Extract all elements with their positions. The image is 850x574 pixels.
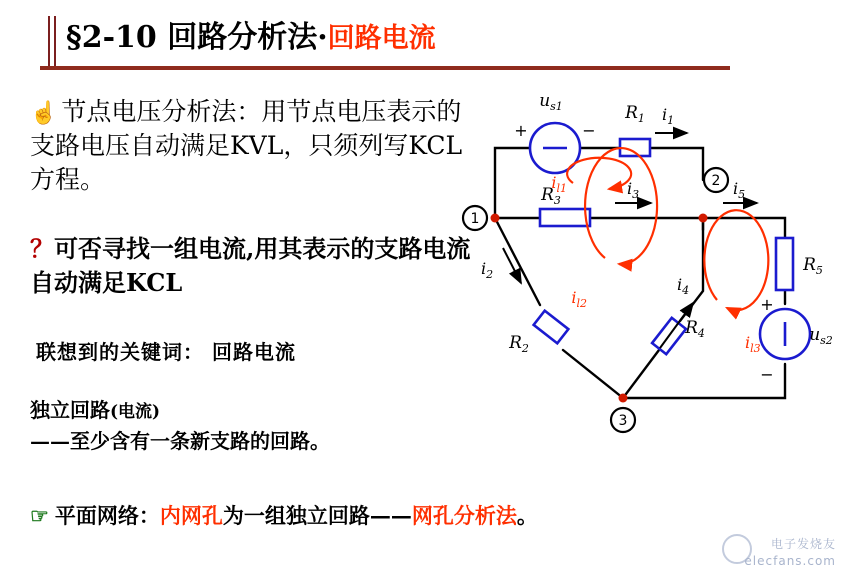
question-mark-icon: ？ xyxy=(30,234,54,263)
node-dot-2 xyxy=(699,214,708,223)
loop-label-il1: $i_{l1}$ xyxy=(551,173,567,195)
paragraph-independent-loop xyxy=(30,395,490,456)
source-us2-plus: + xyxy=(760,295,774,314)
title-main: §2-10 回路分析法· xyxy=(66,20,328,55)
resistor-R2 xyxy=(508,311,568,355)
paragraph-question xyxy=(30,232,480,299)
paragraph-question-text: 可否寻找一组电流,用其表示的支路电流自动满足KCL xyxy=(30,234,471,297)
watermark-line1: 电子发烧友 xyxy=(770,537,836,551)
node-dot-1 xyxy=(491,214,500,223)
loop-current-il1 xyxy=(567,158,631,189)
inner-mesh-label: 内网孔 xyxy=(159,503,223,528)
resistor-R3-label: $R_3$ xyxy=(541,185,561,207)
source-us2-label: $u_{s2}$ xyxy=(809,325,833,347)
independent-loop-subtitle: (电流) xyxy=(110,402,161,422)
independent-loop-definition: ——至少含有一条新支路的回路。 xyxy=(30,428,330,453)
node-label-1: 1 xyxy=(470,211,480,227)
independent-loop-title: 独立回路 xyxy=(30,398,110,422)
loop-label-il2: $i_{l2}$ xyxy=(571,288,587,310)
current-label-i5: $i_5$ xyxy=(733,179,746,201)
source-us2 xyxy=(760,295,833,384)
title-underline xyxy=(40,66,730,70)
resistor-R5 xyxy=(776,238,823,290)
source-us1-plus: + xyxy=(514,121,528,140)
planar-network-mid: 为一组独立回路—— xyxy=(222,503,412,528)
planar-network-end: 。 xyxy=(516,503,538,528)
resistor-R2-label: $R_2$ xyxy=(509,333,529,355)
node-label-3: 3 xyxy=(618,413,628,429)
current-label-i4: $i_4$ xyxy=(677,275,690,297)
title-text xyxy=(66,12,436,56)
watermark-line2: elecfans.com xyxy=(744,554,836,568)
resistor-R1-label: $R_1$ xyxy=(625,103,645,125)
title-accent: 回路电流 xyxy=(327,23,436,54)
source-us1-minus: − xyxy=(582,121,596,140)
hand-right-icon: ☞ xyxy=(30,503,49,528)
resistor-R4-label: $R_4$ xyxy=(685,318,705,340)
source-us2-minus: − xyxy=(760,365,774,384)
loop-current-il3 xyxy=(704,210,768,310)
loop-current-il2 xyxy=(585,148,657,264)
paragraph-node-voltage-text: 节点电压分析法：用节点电压表示的支路电压自动满足KVL，只须列写KCL方程。 xyxy=(30,97,463,194)
circuit-diagram xyxy=(455,78,845,438)
paragraph-planar-network xyxy=(30,500,820,530)
current-label-i1: $i_1$ xyxy=(662,105,675,127)
node-dot-3 xyxy=(619,394,628,403)
hand-pointer-icon: ☝ xyxy=(30,101,58,126)
current-label-i3: $i_3$ xyxy=(627,179,640,201)
paragraph-keyword: 联想到的关键词： 回路电流 xyxy=(36,340,296,364)
current-label-i2: $i_2$ xyxy=(481,259,494,281)
source-us1-label: $u_{s1}$ xyxy=(539,91,563,113)
planar-network-label: 平面网络： xyxy=(54,503,160,528)
independent-loop-heading xyxy=(30,395,490,426)
resistor-R5-label: $R_5$ xyxy=(803,255,823,277)
node-label-2: 2 xyxy=(711,173,721,189)
loop-label-il3: $i_{l3}$ xyxy=(745,333,761,355)
paragraph-node-voltage xyxy=(30,95,470,196)
mesh-analysis-label: 网孔分析法 xyxy=(411,503,517,528)
watermark xyxy=(724,530,844,570)
title-decoration-bars xyxy=(48,16,58,66)
